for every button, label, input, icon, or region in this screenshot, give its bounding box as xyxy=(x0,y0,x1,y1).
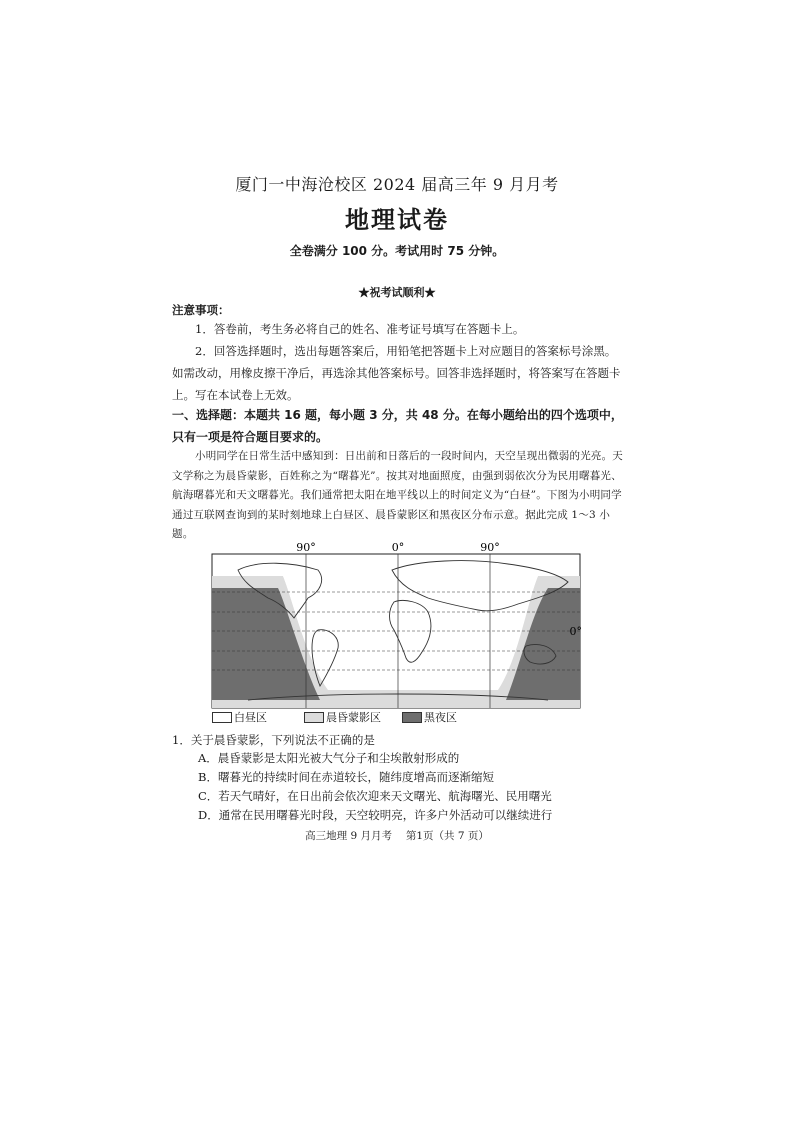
lon-label-east: 90° xyxy=(480,541,500,554)
world-illumination-map xyxy=(208,540,584,730)
note-item-2: 2．回答选择题时，选出每题答案后，用铅笔把答题卡上对应题目的答案标号涂黑。如需改动，用橡皮擦干净后，再选涂其他答案标号。回答非选择题时，将答案写在答题卡上。写在本试卷上无效。 xyxy=(172,344,621,402)
map-svg xyxy=(208,540,584,726)
day-zone xyxy=(283,576,538,688)
good-luck-banner: ★祝考试顺利★ xyxy=(358,286,436,299)
question-1-stem: 1．关于晨昏蒙影，下列说法不正确的是 xyxy=(172,733,375,747)
question-1-option-d: D．通常在民用曙暮光时段，天空较明亮，许多户外活动可以继续进行 xyxy=(198,808,553,822)
legend-twilight-label: 晨昏蒙影区 xyxy=(326,711,381,724)
map-legend xyxy=(212,710,584,724)
lon-label-west: 90° xyxy=(296,541,316,554)
legend-night-swatch xyxy=(402,712,422,723)
legend-twilight-swatch xyxy=(304,712,324,723)
note-item-1: 1．答卷前，考生务必将自己的姓名、准考证号填写在答题卡上。 xyxy=(195,322,525,336)
question-1-option-b: B．曙暮光的持续时间在赤道较长，随纬度增高而逐渐缩短 xyxy=(198,770,494,784)
lon-label-prime: 0° xyxy=(391,541,405,554)
reading-passage: 小明同学在日常生活中感知到：日出前和日落后的一段时间内，天空呈现出微弱的光亮。天文学称之为晨昏蒙影，百姓称之为“曙暮光”。按其对地面照度，由强到弱依次分为民用曙暮光、航海曙暮光和天文曙暮光。我们通常把太阳在地平线以上的时间定义为“白昼”。下图为小明同学通过互联网查询到的某时刻地球上白昼区、晨昏蒙影区和黑夜区分布示意。据此完成 1～3 小题。 xyxy=(172,450,623,540)
legend-day-label: 白昼区 xyxy=(234,711,267,724)
legend-day-swatch xyxy=(212,712,232,723)
subject-title: 地理试卷 xyxy=(345,206,449,234)
notes-heading: 注意事项： xyxy=(172,303,230,317)
section-heading: 一、选择题：本题共 16 题，每小题 3 分，共 48 分。在每小题给出的四个选项中，只有一项是符合题目要求的。 xyxy=(172,408,623,444)
exam-info: 全卷满分 100 分。考试用时 75 分钟。 xyxy=(289,244,505,258)
legend-night-label: 黑夜区 xyxy=(424,711,457,724)
lat-label-equator: 0° xyxy=(569,625,582,638)
school-exam-title: 厦门一中海沧校区 2024 届高三年 9 月月考 xyxy=(235,175,559,194)
question-1-option-a: A．晨昏蒙影是太阳光被大气分子和尘埃散射形成的 xyxy=(198,751,460,765)
page-footer: 高三地理 9 月月考 第1页（共 7 页） xyxy=(305,830,489,842)
question-1-option-c: C．若天气晴好，在日出前会依次迎来天文曙光、航海曙光、民用曙光 xyxy=(198,789,552,803)
